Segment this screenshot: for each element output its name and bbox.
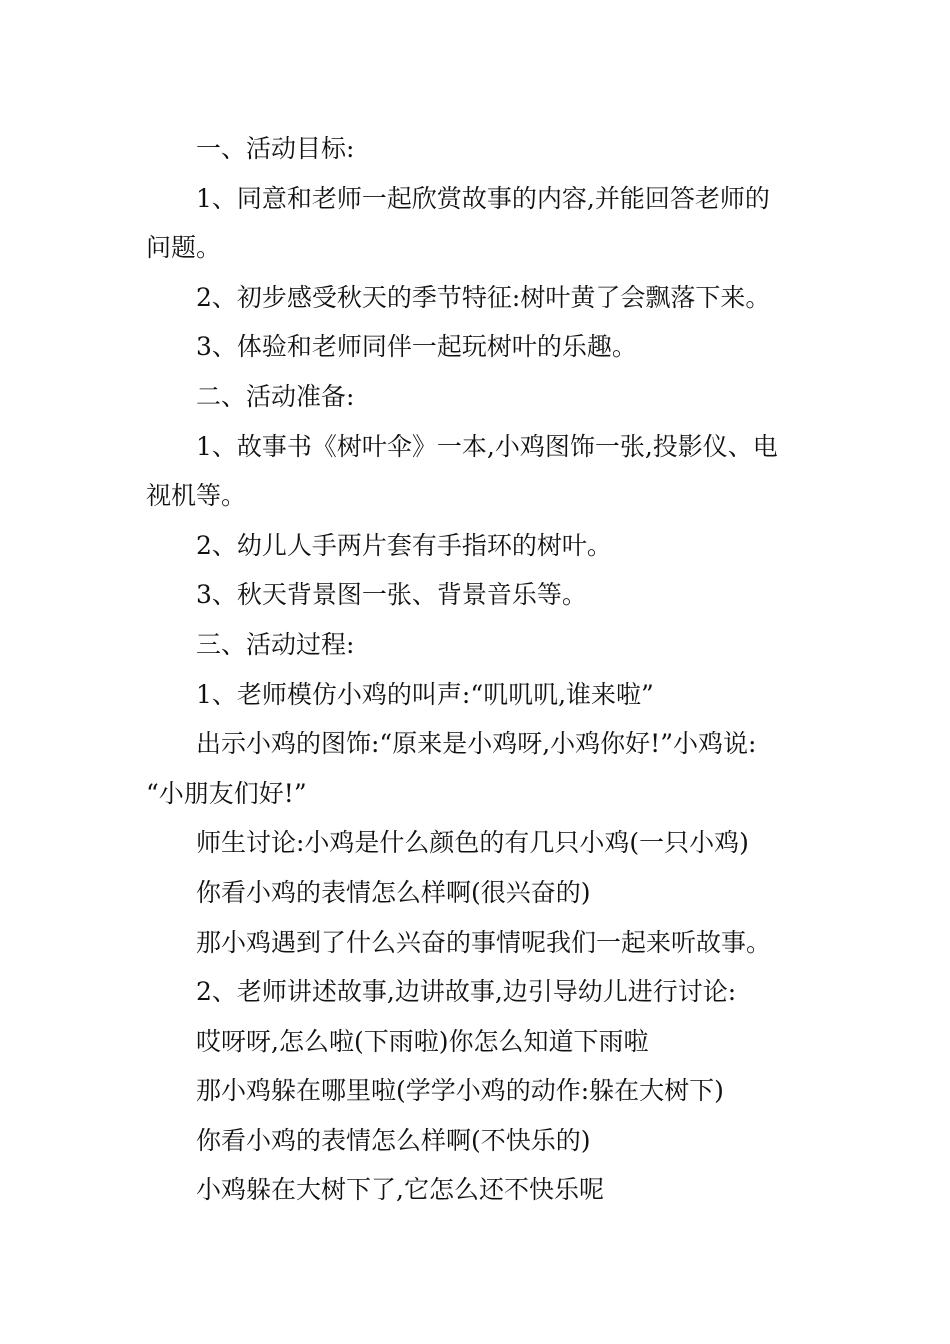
paragraph-line: 哎呀呀,怎么啦(下雨啦)你怎么知道下雨啦 xyxy=(196,1026,649,1056)
paragraph-line: 2、幼儿人手两片套有手指环的树叶。 xyxy=(196,530,612,560)
paragraph-line: 那小鸡躲在哪里啦(学学小鸡的动作:躲在大树下) xyxy=(196,1076,724,1106)
paragraph-line: 你看小鸡的表情怎么样啊(很兴奋的) xyxy=(196,877,591,907)
paragraph-line: 1、同意和老师一起欣赏故事的内容,并能回答老师的 xyxy=(196,183,770,213)
section-heading-preparation: 二、活动准备: xyxy=(196,381,355,411)
paragraph-line: 1、老师模仿小鸡的叫声:“叽叽叽,谁来啦” xyxy=(196,679,654,709)
paragraph-line: 那小鸡遇到了什么兴奋的事情呢我们一起来听故事。 xyxy=(196,927,772,957)
paragraph-line: 出示小鸡的图饰:“原来是小鸡呀,小鸡你好!”小鸡说: xyxy=(196,729,757,759)
paragraph-line: 视机等。 xyxy=(146,481,247,511)
section-heading-process: 三、活动过程: xyxy=(196,629,355,659)
paragraph-line: 问题。 xyxy=(146,233,222,263)
paragraph-line: 3、秋天背景图一张、背景音乐等。 xyxy=(196,580,587,610)
paragraph-line: 2、初步感受秋天的季节特征:树叶黄了会飘落下来。 xyxy=(196,282,771,312)
paragraph-line: 师生讨论:小鸡是什么颜色的有几只小鸡(一只小鸡) xyxy=(196,828,749,858)
paragraph-line: 1、故事书《树叶伞》一本,小鸡图饰一张,投影仪、电 xyxy=(196,431,778,461)
paragraph-line: 你看小鸡的表情怎么样啊(不快乐的) xyxy=(196,1125,591,1155)
paragraph-line: 小鸡躲在大树下了,它怎么还不快乐呢 xyxy=(196,1175,604,1205)
document-body xyxy=(146,124,822,1215)
paragraph-line: “小朋友们好!” xyxy=(146,778,307,808)
paragraph-line: 2、老师讲述故事,边讲故事,边引导幼儿进行讨论: xyxy=(196,977,737,1007)
section-heading-goals: 一、活动目标: xyxy=(196,134,355,163)
paragraph-line: 3、体验和老师同伴一起玩树叶的乐趣。 xyxy=(196,332,637,362)
